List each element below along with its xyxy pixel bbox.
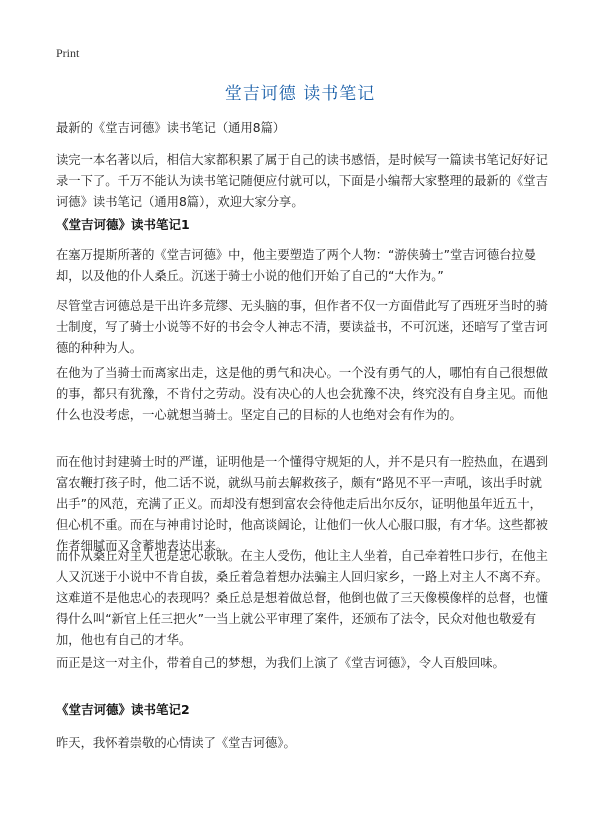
- section-heading-1: 《堂吉诃德》读书笔记1: [56, 217, 190, 232]
- section-2-paragraph-1: 昨天，我怀着崇敬的心情读了《堂吉诃德》。: [56, 736, 296, 750]
- section-1-paragraph-5: 而仆从桑丘对主人也是忠心耿耿。在主人受伤，他让主人坐着，自己牵着牲口步行，在他主人又沉迷于小说中不肯自拔，桑丘着急着想办法骗主人回归家乡，一路上对主人不离不弃。这难道不是他忠心的表现吗？桑丘总是想着做总督，他倒也做了三天像模像样的总督，也懂得什么叫“新官上任三把火”一当上就公平审理了案件，还颁布了法令，民众对他也敬爱有加，他也有自己的才华。: [56, 549, 548, 647]
- print-link[interactable]: Print: [56, 46, 80, 60]
- intro-paragraph: 读完一本名著以后，相信大家都积累了属于自己的读书感悟，是时候写一篇读书笔记好好记录一下了。千万不能认为读书笔记随便应付就可以，下面是小编帮大家整理的最新的《堂吉诃德》读书笔记（通用8篇），欢迎大家分享。: [56, 153, 548, 209]
- section-1-paragraph-3: 在他为了当骑士而离家出走，这是他的勇气和决心。一个没有勇气的人，哪怕有自己很想做的事，都只有犹豫，不肯付之劳动。没有决心的人也会犹豫不决，终究没有自身主见。而他什么也没考虑，一心就想当骑士。坚定自己的目标的人也绝对会有作为的。: [56, 366, 548, 422]
- section-1-paragraph-6: 而正是这一对主仆，带着自己的梦想，为我们上演了《堂吉诃德》，令人百般回味。: [56, 656, 505, 670]
- section-heading-2: 《堂吉诃德》读书笔记2: [56, 702, 190, 717]
- section-1-paragraph-4: 而在他讨封建骑士时的严谨，证明他是一个懂得守规矩的人，并不是只有一腔热血，在遇到富农鞭打孩子时，他二话不说，就纵马前去解救孩子，颇有“路见不平一声吼，该出手时就出手”的风范，充满了正义。而却没有想到富农会待他走后出尔反尔，证明他虽年近五十，但心机不重。而在与神甫讨论时，他高谈阔论，让他们一伙人心服口服，有才华。这些都被作者细腻而又含蓄地表达出来。: [56, 455, 548, 553]
- section-1-paragraph-2: 尽管堂吉诃德总是干出许多荒缪、无头脑的事，但作者不仅一方面借此写了西班牙当时的骑士制度，写了骑士小说等不好的书会令人神志不清，要读益书，不可沉迷，还暗写了堂吉诃德的种种为人。: [56, 299, 548, 355]
- section-1-paragraph-1: 在塞万提斯所著的《堂吉诃德》中，他主要塑造了两个人物：“游侠骑士”堂吉诃德台拉曼却，以及他的仆人桑丘。沉迷于骑士小说的他们开始了自己的“大作为。”: [56, 248, 537, 283]
- document-subtitle: 最新的《堂吉诃德》读书笔记（通用8篇）: [56, 121, 286, 135]
- page-title: 堂吉诃德 读书笔记: [224, 84, 376, 104]
